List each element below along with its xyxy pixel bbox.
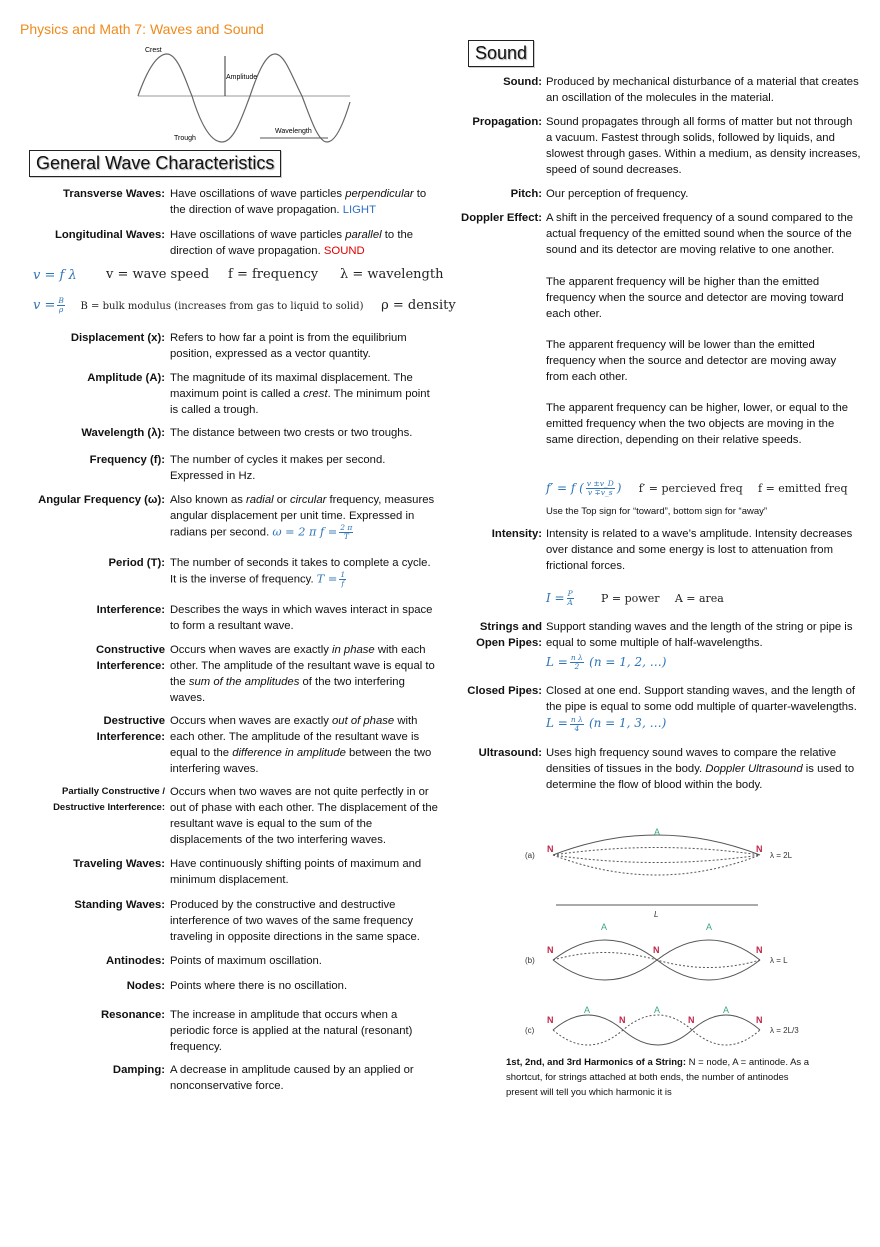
text: Produced by the constructive and destructive interference of two waves of the same frequency traveling in opposite directions in the same space. <box>170 899 420 943</box>
text: Closed at one end. Support standing waves, and the length of the pipe is equal to some odd multiple of quarter-wavelengths. <box>546 685 857 713</box>
label: Closed Pipes: <box>467 685 542 697</box>
label: Doppler Effect: <box>461 212 542 224</box>
text: Points of maximum oscillation. <box>170 955 322 967</box>
definition: B = bulk modulus (increases from gas to liquid to solid) <box>80 301 364 312</box>
label: Strings and <box>479 621 542 633</box>
length-label: L <box>654 910 659 919</box>
text: with each other. The amplitude of the resultant wave is equal to the <box>170 644 435 688</box>
numerator: P <box>567 589 573 599</box>
text: The increase in amplitude that occurs when a periodic force is applied at the natural (resonant) frequency. <box>170 1009 413 1053</box>
label: Partially Constructive / <box>62 786 165 797</box>
text: perpendicular <box>345 188 414 200</box>
text: Occurs when two waves are not quite perfectly in or out of phase with each other. The displacement of the resultant wave is equal to the sum of the displacements of the two interfering waves. <box>170 786 438 846</box>
numerator: n λ <box>570 653 583 663</box>
denominator: ρ <box>58 305 64 315</box>
intensity-formula <box>546 590 724 607</box>
trough-label: Trough <box>174 135 196 142</box>
text: with each other. The amplitude of the resultant wave is equal to the <box>170 715 420 759</box>
text: sum of the amplitudes <box>188 676 300 688</box>
text: between the two interfering waves. <box>170 747 432 775</box>
doppler-formula <box>546 480 848 497</box>
node-label: N <box>756 1015 763 1025</box>
equation: T = <box>316 572 338 586</box>
wavelength-relation: λ = 2L/3 <box>770 1026 799 1035</box>
equation: (n = 1, 3, …) <box>588 716 667 730</box>
doppler-note: Use the Top sign for “toward”, bottom sign for “away” <box>546 506 768 517</box>
text: The number of cycles it makes per second. Expressed in Hz. <box>170 454 386 482</box>
definition: f′ = percieved freq <box>638 482 743 495</box>
antinode-label: A <box>723 1005 730 1015</box>
label: Sound: <box>503 76 542 88</box>
label: Nodes: <box>126 980 165 992</box>
denominator: T <box>343 532 349 541</box>
label: Open Pipes: <box>476 637 542 649</box>
harmonics-diagram <box>500 825 820 1050</box>
definition: ρ = density <box>381 298 456 313</box>
crest-label: Crest <box>145 47 162 54</box>
text: . The minimum point is called a trough. <box>170 388 430 416</box>
label: Wavelength (λ): <box>81 427 165 439</box>
wavelength-label: Wavelength <box>275 128 312 135</box>
antinode-label: A <box>584 1005 591 1015</box>
equation: ω = 2 π f = <box>272 525 338 539</box>
text: Have continuously shifting points of maximum and minimum displacement. <box>170 858 422 886</box>
label: Period (T): <box>108 557 165 569</box>
numerator: 2 π <box>340 523 353 532</box>
wave-diagram <box>130 42 360 147</box>
case-label: (b) <box>525 956 535 965</box>
definition: v = wave speed <box>106 267 210 282</box>
label: Traveling Waves: <box>73 858 165 870</box>
label: Destructive <box>103 715 165 727</box>
text: crest <box>303 388 328 400</box>
text: Have oscillations of wave particles <box>170 188 346 200</box>
label: Frequency (f): <box>89 454 165 466</box>
denominator: 2 <box>574 662 580 672</box>
text: frequency, measures angular displacement per unit time. Expressed in radians per second. <box>170 494 435 539</box>
text: The number of seconds it takes to complete a cycle. It is the inverse of frequency. <box>170 557 431 586</box>
node-label: N <box>688 1015 695 1025</box>
label: Antinodes: <box>106 955 165 967</box>
label: Displacement (x): <box>70 332 165 344</box>
node-label: N <box>653 945 660 955</box>
text: to the direction of wave propagation. <box>170 229 414 257</box>
denominator: A <box>567 598 573 608</box>
denominator: v ∓v_s <box>587 488 613 498</box>
label: Resonance: <box>100 1009 165 1021</box>
label: Destructive Interference: <box>53 802 165 813</box>
label: Amplitude (A): <box>87 372 165 384</box>
text: Occurs when waves are exactly <box>170 644 332 656</box>
caption-text: N = node, A = antinode. As a shortcut, for strings attached at both ends, the number of antinodes present will tell you which harmonic it is <box>506 1057 810 1098</box>
text: is used to determine the flow of blood within the body. <box>546 763 855 791</box>
denominator: f <box>341 579 345 588</box>
node-label: N <box>756 844 763 854</box>
text: A decrease in amplitude caused by an applied or nonconservative force. <box>170 1064 414 1092</box>
page-title: Physics and Math 7: Waves and Sound <box>20 21 264 37</box>
equation: v = <box>33 298 56 313</box>
wavelength-relation: λ = L <box>770 956 788 965</box>
definition: P = power <box>601 592 660 605</box>
label: Ultrasound: <box>478 747 542 759</box>
text: Points where there is no oscillation. <box>170 980 348 992</box>
text: to the direction of wave propagation. <box>170 188 427 216</box>
equation: (n = 1, 2, …) <box>589 655 667 669</box>
text: Refers to how far a point is from the equilibrium position, expressed as a vector quantity. <box>170 332 407 360</box>
node-label: N <box>547 945 554 955</box>
antinode-label: A <box>706 922 713 932</box>
definition: f = emitted freq <box>758 482 848 495</box>
text: or <box>273 494 290 506</box>
antinode-label: A <box>654 1005 661 1015</box>
equation: L = <box>546 716 568 730</box>
general-header: General Wave Characteristics <box>29 150 281 177</box>
label: Interference: <box>96 660 165 672</box>
text: Sound propagates through all forms of matter but not through a vacuum. Fastest through solids, followed by liquids, and slowest through gases. Within a medium, as density increases, speed of sound decreases. <box>546 116 861 176</box>
label: Intensity: <box>491 528 542 540</box>
definition: f = frequency <box>228 267 319 282</box>
text: difference in amplitude <box>232 747 346 759</box>
denominator: 4 <box>574 723 580 733</box>
label: Propagation: <box>472 116 542 128</box>
text: A shift in the perceived frequency of a sound compared to the actual frequency of the emitted sound when the source of the sound and its detector are moving relative to one another. <box>546 212 854 256</box>
definition: λ = wavelength <box>340 267 444 282</box>
harmonics-caption <box>506 1055 816 1100</box>
definition: A = area <box>674 592 724 605</box>
text: Intensity is related to a wave’s amplitude. Intensity decreases over distance and some energy is lost to attenuation from frictional forces. <box>546 528 853 572</box>
text: out of phase <box>332 715 395 727</box>
text: radial <box>245 494 274 506</box>
label: Interference: <box>96 731 165 743</box>
text: The apparent frequency will be higher than the emitted frequency when the source and detector are moving toward each other. <box>546 276 844 320</box>
antinode-label: A <box>601 922 608 932</box>
node-label: N <box>547 844 554 854</box>
numerator: n λ <box>570 714 583 724</box>
equation: f′ = f ( <box>546 481 584 495</box>
label: Constructive <box>95 644 165 656</box>
equation: v = f λ <box>33 268 77 283</box>
equation: L = <box>546 655 568 669</box>
label: Angular Frequency (ω): <box>38 494 165 506</box>
text: Produced by mechanical disturbance of a material that creates an oscillation of the molecules in the material. <box>546 76 859 104</box>
text: Have oscillations of wave particles <box>170 229 346 241</box>
text: Also known as <box>170 494 246 506</box>
text: Describes the ways in which waves interact in space to form a resultant wave. <box>170 604 433 632</box>
text: Doppler Ultrasound <box>705 763 803 775</box>
text: Occurs when waves are exactly <box>170 715 332 727</box>
label: Pitch: <box>510 188 542 200</box>
sound-tag: SOUND <box>323 245 365 257</box>
numerator: B <box>58 296 64 306</box>
text: The apparent frequency will be lower than the emitted frequency when the source and detector are moving away from each other. <box>546 339 837 383</box>
node-label: N <box>619 1015 626 1025</box>
text: The distance between two crests or two troughs. <box>170 427 413 439</box>
amplitude-label: Amplitude <box>226 74 258 81</box>
text: Our perception of frequency. <box>546 188 689 200</box>
equation: ) <box>616 481 622 495</box>
text: in phase <box>332 644 375 656</box>
label: Standing Waves: <box>74 899 165 911</box>
label: Interference: <box>96 604 165 616</box>
text: of the two interfering waves. <box>170 676 405 704</box>
caption-title: 1st, 2nd, and 3rd Harmonics of a String: <box>506 1057 687 1068</box>
wavelength-relation: λ = 2L <box>770 851 793 860</box>
text: The magnitude of its maximal displacement. The maximum point is called a <box>170 372 413 400</box>
wave-speed-formula <box>33 267 444 284</box>
bulk-modulus-formula <box>33 297 456 315</box>
text: circular <box>289 494 327 506</box>
numerator: v ±v_D <box>586 479 614 489</box>
text: Uses high frequency sound waves to compare the relative densities of tissues in the body. <box>546 747 837 775</box>
label: Longitudinal Waves: <box>54 229 165 241</box>
numerator: 1 <box>340 570 346 579</box>
text: Support standing waves and the length of the string or pipe is equal to some multiple of half-wavelengths. <box>546 621 853 649</box>
case-label: (c) <box>525 1026 535 1035</box>
node-label: N <box>547 1015 554 1025</box>
light-tag: LIGHT <box>342 204 376 216</box>
case-label: (a) <box>525 851 535 860</box>
antinode-label: A <box>654 827 661 837</box>
label: Transverse Waves: <box>63 188 165 200</box>
text: The apparent frequency can be higher, lower, or equal to the emitted frequency when the two objects are moving in the same direction, depending on their relative speeds. <box>546 402 849 446</box>
text: parallel <box>345 229 382 241</box>
node-label: N <box>756 945 763 955</box>
sound-header: Sound <box>468 40 534 67</box>
equation: I = <box>546 591 565 605</box>
label: Damping: <box>112 1064 165 1076</box>
